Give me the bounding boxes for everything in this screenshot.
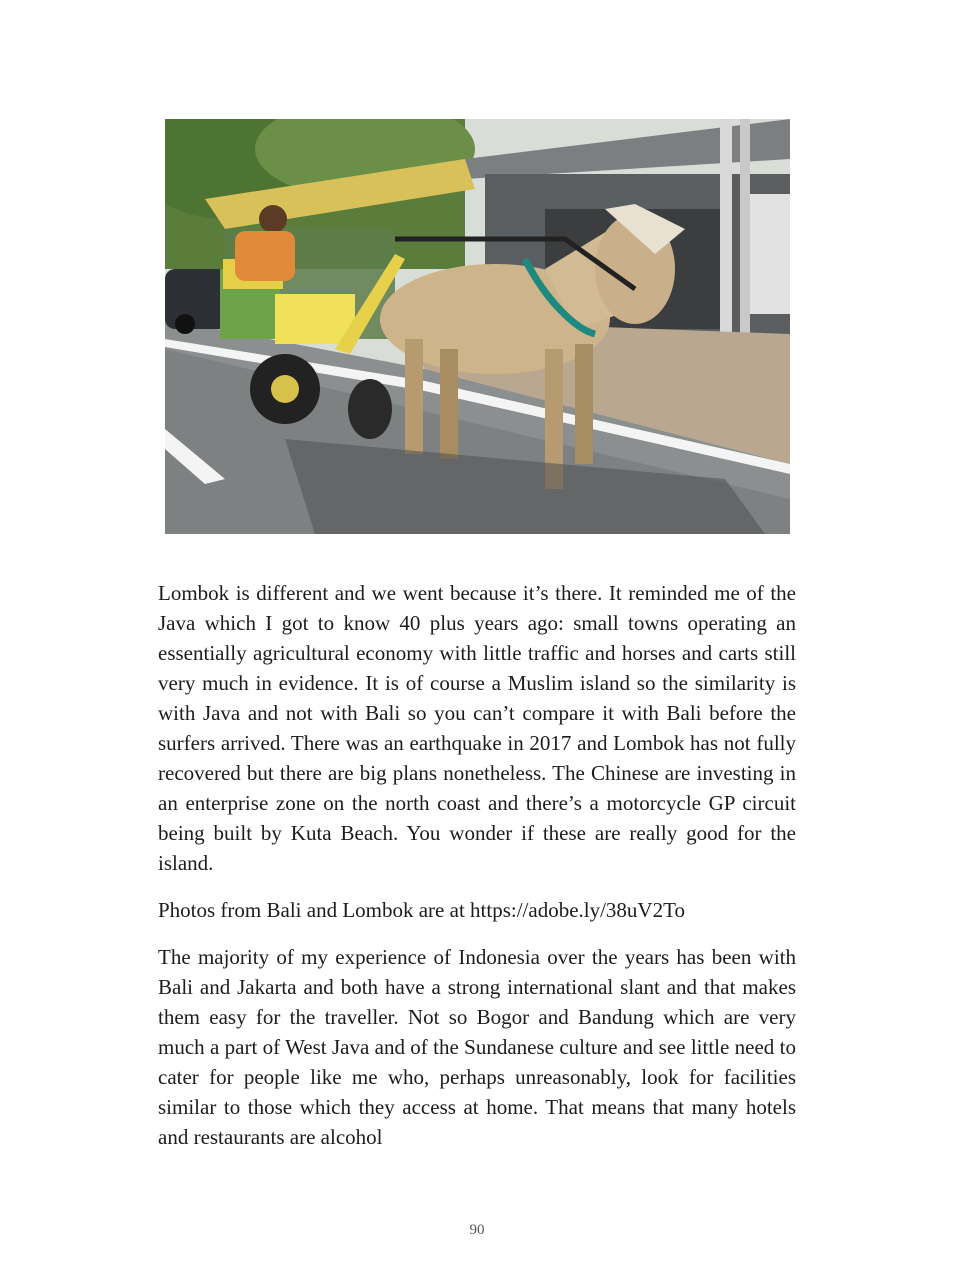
- page-number: 90: [469, 1222, 485, 1238]
- body-text: [158, 578, 796, 1169]
- paragraph-indonesia: The majority of my experience of Indonesia over the years has been with Bali and Jakarta and both have a strong international slant and that makes them easy for the traveller. Not so Bogor and Bandung which are very much a part of West Java and of the Sundanese culture and see little need to cater for people like me who, perhaps unreasonably, look for facilities similar to those which they access at home. That means that many hotels and restaurants are alcohol: [158, 945, 796, 1149]
- cart-horse-photo: [165, 119, 790, 534]
- paragraph-lombok: Lombok is different and we went because it’s there. It reminded me of the Java which I got to know 40 plus years ago: small towns operating an essentially agricultural economy with little traffic and horses and carts still very much in evidence. It is of course a Muslim island so the similarity is with Java and not with Bali so you can’t compare it with Bali before the surfers arrived. There was an earthquake in 2017 and Lombok has not fully recovered but there are big plans nonetheless. The Chinese are investing in an enterprise zone on the north coast and there’s a motorcycle GP circuit being built by Kuta Beach. You wonder if these are really good for the island.: [158, 581, 796, 875]
- paragraph-photos-link: Photos from Bali and Lombok are at https://adobe.ly/38uV2To: [158, 898, 685, 922]
